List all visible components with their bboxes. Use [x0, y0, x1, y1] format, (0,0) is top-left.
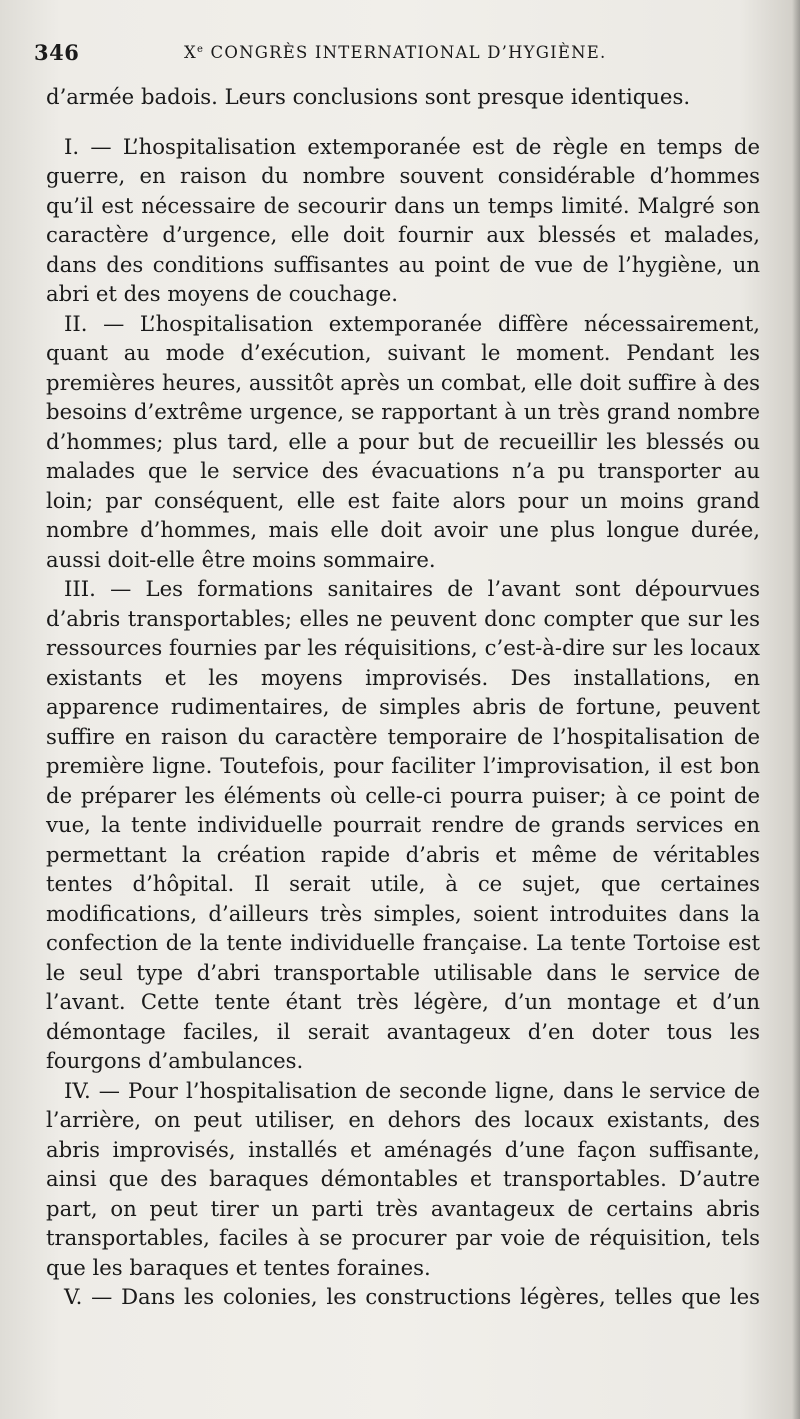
paragraph-point-iii: III. — Les formations sanitaires de l’avant sont dépourvues d’abris transportables; elles ne peuvent donc compter que sur les ressources fournies par les réquisitions, c’est-à-dire sur les locaux existants et les moyens improvisés. Des installations, en apparence rudimentaires, de simples abris de fortune, peuvent suffire en raison du caractère temporaire de l’hospitalisation de première ligne. Toutefois, pour faciliter l’improvisation, il est bon de préparer les éléments où celle-ci pourra puiser; à ce point de vue, la tente individuelle pourrait rendre de grands services en permettant la création rapide d’abris et même de véritables tentes d’hôpital. Il serait utile, à ce sujet, que certaines modifications, d’ailleurs très simples, soient introduites dans la confection de la tente individuelle française. La tente Tortoise est le seul type d’abri transportable utilisable dans le service de l’avant. Cette tente étant très légère, d’un montage et d’un démontage faciles, il serait avantageux d’en doter tous les fourgons d’ambulances. [46, 576, 760, 1073]
running-head-numeral: X [184, 43, 197, 62]
page-header [34, 40, 760, 70]
paragraph-point-v: V. — Dans les colonies, les constructions légères, telles que les [64, 1284, 760, 1309]
body-text [46, 82, 760, 1312]
paragraph-point-i: I. — L’hospitalisation extemporanée est de règle en temps de guerre, en raison du nombre souvent considérable d’hommes qu’il est nécessaire de secourir dans un temps limité. Malgré son caractère d’urgence, elle doit fournir aux blessés et malades, dans des conditions suffisantes au point de vue de l’hygiène, un abri et des moyens de couchage. [46, 133, 760, 306]
paragraph-point-ii: II. — L’hospitalisation extemporanée diffère nécessairement, quant au mode d’exécution, suivant le moment. Pendant les premières heures, aussitôt après un combat, elle doit suffire à des besoins d’extrême urgence, se rapportant à un très grand nombre d’hommes; plus tard, elle a pour but de recueillir les blessés ou malades que le service des évacuations n’a pu transporter au loin; par conséquent, elle est faite alors pour un moins grand nombre d’hommes, mais elle doit avoir une plus longue durée, aussi doit-elle être moins sommaire. [46, 310, 760, 572]
page-number: 346 [34, 40, 80, 65]
running-head-superscript: e [196, 44, 205, 55]
running-head-title: CONGRÈS INTERNATIONAL D’HYGIÈNE. [204, 43, 607, 62]
page-edge-shadow [792, 0, 800, 1419]
paragraph-point-iv: IV. — Pour l’hospitalisation de seconde ligne, dans le service de l’arrière, on peut utiliser, en dehors des locaux existants, des abris improvisés, installés et aménagés d’une façon suffisante, ainsi que des baraques démontables et transportables. D’autre part, on peut tirer un parti très avantageux de certains abris transportables, faciles à se procurer par voie de réquisition, tels que les baraques et tentes foraines. [46, 1077, 760, 1280]
running-head [184, 43, 606, 62]
paragraph-continuation: d’armée badois. Leurs conclusions sont presque identiques. [46, 84, 691, 109]
